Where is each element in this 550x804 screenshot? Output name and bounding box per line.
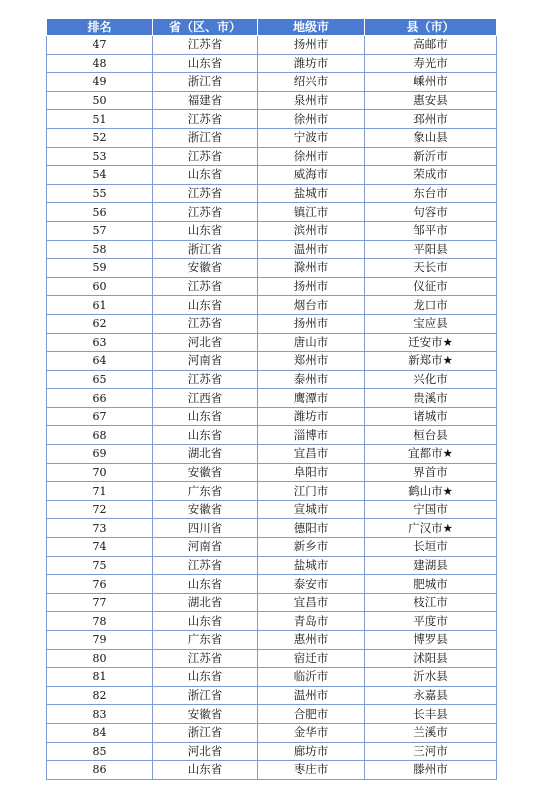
table-row (47, 259, 497, 278)
cell-prefecture-city: 潍坊市 (258, 407, 365, 426)
cell-county: 宜都市★ (365, 445, 497, 464)
cell-county: 惠安县 (365, 91, 497, 110)
cell-prefecture-city: 潍坊市 (258, 54, 365, 73)
cell-rank: 69 (47, 445, 153, 464)
cell-province: 山东省 (153, 221, 258, 240)
cell-county: 荣成市 (365, 166, 497, 185)
cell-prefecture-city: 泉州市 (258, 91, 365, 110)
table-row (47, 296, 497, 315)
table-row (47, 166, 497, 185)
table-row (47, 128, 497, 147)
cell-rank: 76 (47, 575, 153, 594)
table-row (47, 482, 497, 501)
cell-province: 江苏省 (153, 370, 258, 389)
cell-prefecture-city: 阜阳市 (258, 463, 365, 482)
cell-prefecture-city: 廊坊市 (258, 742, 365, 761)
cell-rank: 58 (47, 240, 153, 259)
cell-rank: 54 (47, 166, 153, 185)
cell-province: 江西省 (153, 389, 258, 408)
table-header (47, 19, 497, 36)
cell-county: 东台市 (365, 184, 497, 203)
header-county: 县（市） (365, 19, 497, 36)
table-row (47, 556, 497, 575)
cell-province: 江苏省 (153, 184, 258, 203)
cell-rank: 72 (47, 500, 153, 519)
cell-county: 广汉市★ (365, 519, 497, 538)
cell-county: 枝江市 (365, 593, 497, 612)
cell-county: 兴化市 (365, 370, 497, 389)
cell-county: 兰溪市 (365, 723, 497, 742)
cell-county: 桓台县 (365, 426, 497, 445)
cell-province: 山东省 (153, 612, 258, 631)
cell-prefecture-city: 徐州市 (258, 110, 365, 129)
cell-county: 贵溪市 (365, 389, 497, 408)
cell-province: 江苏省 (153, 556, 258, 575)
table-row (47, 445, 497, 464)
cell-prefecture-city: 德阳市 (258, 519, 365, 538)
table-row (47, 761, 497, 780)
cell-prefecture-city: 温州市 (258, 240, 365, 259)
cell-rank: 73 (47, 519, 153, 538)
cell-county: 诸城市 (365, 407, 497, 426)
cell-rank: 66 (47, 389, 153, 408)
cell-province: 河南省 (153, 538, 258, 557)
cell-rank: 80 (47, 649, 153, 668)
cell-rank: 83 (47, 705, 153, 724)
cell-province: 安徽省 (153, 463, 258, 482)
header-rank: 排名 (47, 19, 153, 36)
cell-rank: 53 (47, 147, 153, 166)
cell-rank: 74 (47, 538, 153, 557)
cell-rank: 68 (47, 426, 153, 445)
table-row (47, 352, 497, 371)
cell-rank: 70 (47, 463, 153, 482)
cell-rank: 79 (47, 631, 153, 650)
header-province: 省（区、市） (153, 19, 258, 36)
cell-prefecture-city: 宣城市 (258, 500, 365, 519)
cell-rank: 49 (47, 73, 153, 92)
table-row (47, 36, 497, 55)
cell-county: 寿光市 (365, 54, 497, 73)
cell-rank: 60 (47, 277, 153, 296)
header-row (47, 19, 497, 36)
cell-rank: 50 (47, 91, 153, 110)
cell-rank: 63 (47, 333, 153, 352)
cell-county: 象山县 (365, 128, 497, 147)
cell-county: 天长市 (365, 259, 497, 278)
table-row (47, 519, 497, 538)
ranking-table (46, 18, 497, 780)
table-row (47, 73, 497, 92)
cell-province: 湖北省 (153, 445, 258, 464)
cell-county: 新郑市★ (365, 352, 497, 371)
cell-province: 山东省 (153, 575, 258, 594)
cell-county: 宝应县 (365, 314, 497, 333)
cell-prefecture-city: 泰安市 (258, 575, 365, 594)
cell-prefecture-city: 烟台市 (258, 296, 365, 315)
cell-rank: 64 (47, 352, 153, 371)
cell-province: 四川省 (153, 519, 258, 538)
table-row (47, 649, 497, 668)
cell-rank: 55 (47, 184, 153, 203)
cell-province: 安徽省 (153, 705, 258, 724)
table-row (47, 333, 497, 352)
cell-county: 邹平市 (365, 221, 497, 240)
cell-prefecture-city: 淄博市 (258, 426, 365, 445)
table-row (47, 91, 497, 110)
table-row (47, 538, 497, 557)
table-row (47, 240, 497, 259)
cell-province: 河北省 (153, 742, 258, 761)
cell-rank: 84 (47, 723, 153, 742)
cell-rank: 75 (47, 556, 153, 575)
cell-county: 嵊州市 (365, 73, 497, 92)
cell-county: 宁国市 (365, 500, 497, 519)
cell-province: 河南省 (153, 352, 258, 371)
table-row (47, 668, 497, 687)
cell-province: 湖北省 (153, 593, 258, 612)
cell-rank: 78 (47, 612, 153, 631)
cell-province: 山东省 (153, 407, 258, 426)
table-row (47, 370, 497, 389)
cell-province: 浙江省 (153, 686, 258, 705)
table-row (47, 463, 497, 482)
cell-county: 博罗县 (365, 631, 497, 650)
cell-prefecture-city: 金华市 (258, 723, 365, 742)
table-body (47, 36, 497, 780)
cell-province: 浙江省 (153, 723, 258, 742)
cell-rank: 71 (47, 482, 153, 501)
cell-prefecture-city: 新乡市 (258, 538, 365, 557)
cell-prefecture-city: 唐山市 (258, 333, 365, 352)
table-row (47, 277, 497, 296)
table-row (47, 389, 497, 408)
cell-county: 平阳县 (365, 240, 497, 259)
table-row (47, 314, 497, 333)
cell-rank: 48 (47, 54, 153, 73)
cell-prefecture-city: 枣庄市 (258, 761, 365, 780)
cell-rank: 81 (47, 668, 153, 687)
cell-prefecture-city: 合肥市 (258, 705, 365, 724)
cell-rank: 62 (47, 314, 153, 333)
cell-province: 浙江省 (153, 240, 258, 259)
cell-prefecture-city: 绍兴市 (258, 73, 365, 92)
cell-rank: 56 (47, 203, 153, 222)
cell-province: 山东省 (153, 296, 258, 315)
cell-county: 平度市 (365, 612, 497, 631)
cell-county: 迁安市★ (365, 333, 497, 352)
table-row (47, 407, 497, 426)
cell-province: 安徽省 (153, 259, 258, 278)
cell-county: 界首市 (365, 463, 497, 482)
cell-province: 浙江省 (153, 73, 258, 92)
cell-prefecture-city: 宜昌市 (258, 445, 365, 464)
cell-county: 句容市 (365, 203, 497, 222)
cell-prefecture-city: 温州市 (258, 686, 365, 705)
cell-province: 安徽省 (153, 500, 258, 519)
cell-prefecture-city: 扬州市 (258, 36, 365, 55)
cell-province: 山东省 (153, 668, 258, 687)
table-row (47, 221, 497, 240)
table-row (47, 686, 497, 705)
cell-province: 广东省 (153, 482, 258, 501)
cell-county: 滕州市 (365, 761, 497, 780)
cell-county: 邳州市 (365, 110, 497, 129)
cell-county: 沭阳县 (365, 649, 497, 668)
cell-prefecture-city: 徐州市 (258, 147, 365, 166)
cell-prefecture-city: 临沂市 (258, 668, 365, 687)
cell-county: 长垣市 (365, 538, 497, 557)
cell-prefecture-city: 滨州市 (258, 221, 365, 240)
cell-province: 江苏省 (153, 36, 258, 55)
cell-rank: 82 (47, 686, 153, 705)
cell-prefecture-city: 惠州市 (258, 631, 365, 650)
cell-rank: 67 (47, 407, 153, 426)
cell-prefecture-city: 威海市 (258, 166, 365, 185)
cell-province: 浙江省 (153, 128, 258, 147)
table-row (47, 705, 497, 724)
cell-prefecture-city: 滁州市 (258, 259, 365, 278)
table-row (47, 426, 497, 445)
cell-province: 河北省 (153, 333, 258, 352)
table-row (47, 593, 497, 612)
cell-province: 江苏省 (153, 277, 258, 296)
table-row (47, 575, 497, 594)
cell-rank: 65 (47, 370, 153, 389)
cell-prefecture-city: 盐城市 (258, 556, 365, 575)
cell-county: 仪征市 (365, 277, 497, 296)
cell-prefecture-city: 扬州市 (258, 314, 365, 333)
cell-county: 建湖县 (365, 556, 497, 575)
table-row (47, 723, 497, 742)
cell-rank: 86 (47, 761, 153, 780)
cell-province: 广东省 (153, 631, 258, 650)
cell-county: 肥城市 (365, 575, 497, 594)
cell-prefecture-city: 江门市 (258, 482, 365, 501)
cell-prefecture-city: 盐城市 (258, 184, 365, 203)
table-row (47, 742, 497, 761)
cell-county: 三河市 (365, 742, 497, 761)
cell-county: 长丰县 (365, 705, 497, 724)
cell-prefecture-city: 宁波市 (258, 128, 365, 147)
cell-county: 沂水县 (365, 668, 497, 687)
cell-province: 山东省 (153, 426, 258, 445)
cell-prefecture-city: 宿迁市 (258, 649, 365, 668)
cell-province: 江苏省 (153, 110, 258, 129)
cell-province: 江苏省 (153, 649, 258, 668)
cell-province: 山东省 (153, 54, 258, 73)
cell-rank: 51 (47, 110, 153, 129)
cell-prefecture-city: 鹰潭市 (258, 389, 365, 408)
cell-rank: 59 (47, 259, 153, 278)
cell-prefecture-city: 青岛市 (258, 612, 365, 631)
cell-rank: 57 (47, 221, 153, 240)
table-row (47, 54, 497, 73)
table-row (47, 500, 497, 519)
cell-prefecture-city: 泰州市 (258, 370, 365, 389)
table-row (47, 147, 497, 166)
table-row (47, 110, 497, 129)
cell-province: 江苏省 (153, 203, 258, 222)
cell-prefecture-city: 郑州市 (258, 352, 365, 371)
table-row (47, 612, 497, 631)
cell-province: 江苏省 (153, 147, 258, 166)
cell-province: 山东省 (153, 761, 258, 780)
header-prefecture-city: 地级市 (258, 19, 365, 36)
cell-county: 龙口市 (365, 296, 497, 315)
cell-rank: 47 (47, 36, 153, 55)
table-row (47, 184, 497, 203)
cell-county: 高邮市 (365, 36, 497, 55)
cell-rank: 77 (47, 593, 153, 612)
cell-prefecture-city: 扬州市 (258, 277, 365, 296)
cell-rank: 85 (47, 742, 153, 761)
cell-province: 江苏省 (153, 314, 258, 333)
table-row (47, 203, 497, 222)
cell-county: 鹤山市★ (365, 482, 497, 501)
table-row (47, 631, 497, 650)
cell-county: 新沂市 (365, 147, 497, 166)
cell-prefecture-city: 宜昌市 (258, 593, 365, 612)
cell-rank: 61 (47, 296, 153, 315)
cell-province: 福建省 (153, 91, 258, 110)
cell-county: 永嘉县 (365, 686, 497, 705)
cell-prefecture-city: 镇江市 (258, 203, 365, 222)
cell-rank: 52 (47, 128, 153, 147)
cell-province: 山东省 (153, 166, 258, 185)
